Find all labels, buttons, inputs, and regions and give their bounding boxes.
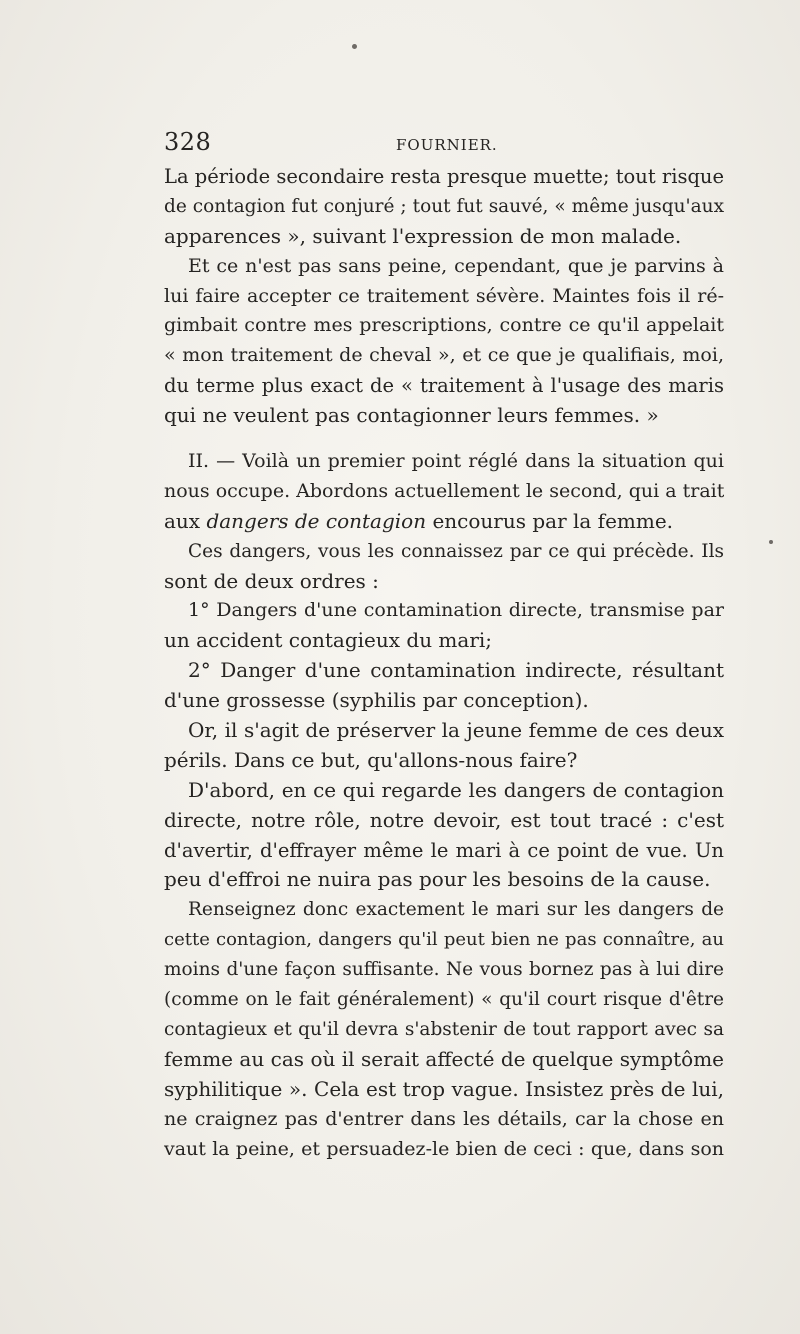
text-line: d'avertir, d'effrayer même le mari à ce point de vue. Un <box>164 838 724 862</box>
running-head: FOURNIER. <box>396 136 498 154</box>
text-line: (comme on le fait généralement) « qu'il court risque d'être <box>164 989 724 1011</box>
text-line: lui faire accepter ce traitement sévère. Maintes fois il ré- <box>164 284 724 307</box>
text-line: moins d'une façon suffisante. Ne vous bornez pas à lui dire <box>164 959 724 981</box>
paragraph <box>164 162 724 252</box>
text-line: aux dangers de contagion encourus par la femme. <box>164 508 674 533</box>
text-line: un accident contagieux du mari; <box>164 628 493 653</box>
text-line: D'abord, en ce qui regarde les dangers de contagion <box>188 777 724 802</box>
emphasis: dangers de contagion <box>206 508 427 533</box>
text-line: nous occupe. Abordons actuellement le second, qui a trait <box>164 479 724 502</box>
ink-speck <box>769 540 773 544</box>
text-line: directe, notre rôle, notre devoir, est tout tracé : c'est <box>164 807 724 832</box>
text-line: 1° Dangers d'une contamination directe, transmise par <box>188 599 724 622</box>
paragraph <box>164 596 724 656</box>
text-line: sont de deux ordres : <box>164 568 379 593</box>
text-line: Or, il s'agit de préserver la jeune femme de ces deux <box>188 718 724 743</box>
paragraph <box>164 656 724 716</box>
text-line: ne craignez pas d'entrer dans les détails, car la chose en <box>164 1107 724 1130</box>
text-line: vaut la peine, et persuadez-le bien de ceci : que, dans son <box>164 1137 724 1160</box>
section-gap <box>164 431 724 447</box>
text-line: syphilitique ». Cela est trop vague. Insistez près de lui, <box>164 1076 724 1101</box>
text-line: d'une grossesse (syphilis par conception). <box>164 688 589 713</box>
text-line: « mon traitement de cheval », et ce que je qualifiais, moi, <box>164 344 724 367</box>
paragraph <box>164 776 724 896</box>
page-number: 328 <box>164 128 212 156</box>
paragraph <box>164 252 724 431</box>
text-line: du terme plus exact de « traitement à l'usage des maris <box>164 374 724 398</box>
ink-speck <box>352 44 357 49</box>
text-line: de contagion fut conjuré ; tout fut sauvé, « même jusqu'aux <box>164 195 724 217</box>
body-text <box>164 162 724 1164</box>
paragraph <box>164 537 724 597</box>
text-line: Ces dangers, vous les connaissez par ce qui précède. Ils <box>188 540 724 562</box>
text-line: 2° Danger d'une contamination indirecte, résultant <box>188 658 724 683</box>
text-line: Et ce n'est pas sans peine, cependant, que je parvins à <box>188 254 724 277</box>
text-line: femme au cas où il serait affecté de quelque symptôme <box>164 1046 724 1071</box>
page-header <box>164 128 724 160</box>
text-line: apparences », suivant l'expression de mon malade. <box>164 223 682 248</box>
text-line: cette contagion, dangers qu'il peut bien ne pas connaître, au <box>164 929 724 951</box>
paragraph <box>164 895 724 1164</box>
text-line: Renseignez donc exactement le mari sur les dangers de <box>188 899 724 921</box>
text-line: qui ne veulent pas contagionner leurs femmes. » <box>164 403 659 428</box>
text-line: périls. Dans ce but, qu'allons-nous faire? <box>164 747 578 772</box>
text-line: La période secondaire resta presque muette; tout risque <box>164 165 724 188</box>
text-line: contagieux et qu'il devra s'abstenir de tout rapport avec sa <box>164 1018 724 1040</box>
paragraph <box>164 447 724 537</box>
text-line: gimbait contre mes prescriptions, contre ce qu'il appelait <box>164 314 724 337</box>
text-line: II. — Voilà un premier point réglé dans la situation qui <box>188 450 724 473</box>
paragraph <box>164 716 724 776</box>
text-line: peu d'effroi ne nuira pas pour les besoins de la cause. <box>164 867 711 892</box>
